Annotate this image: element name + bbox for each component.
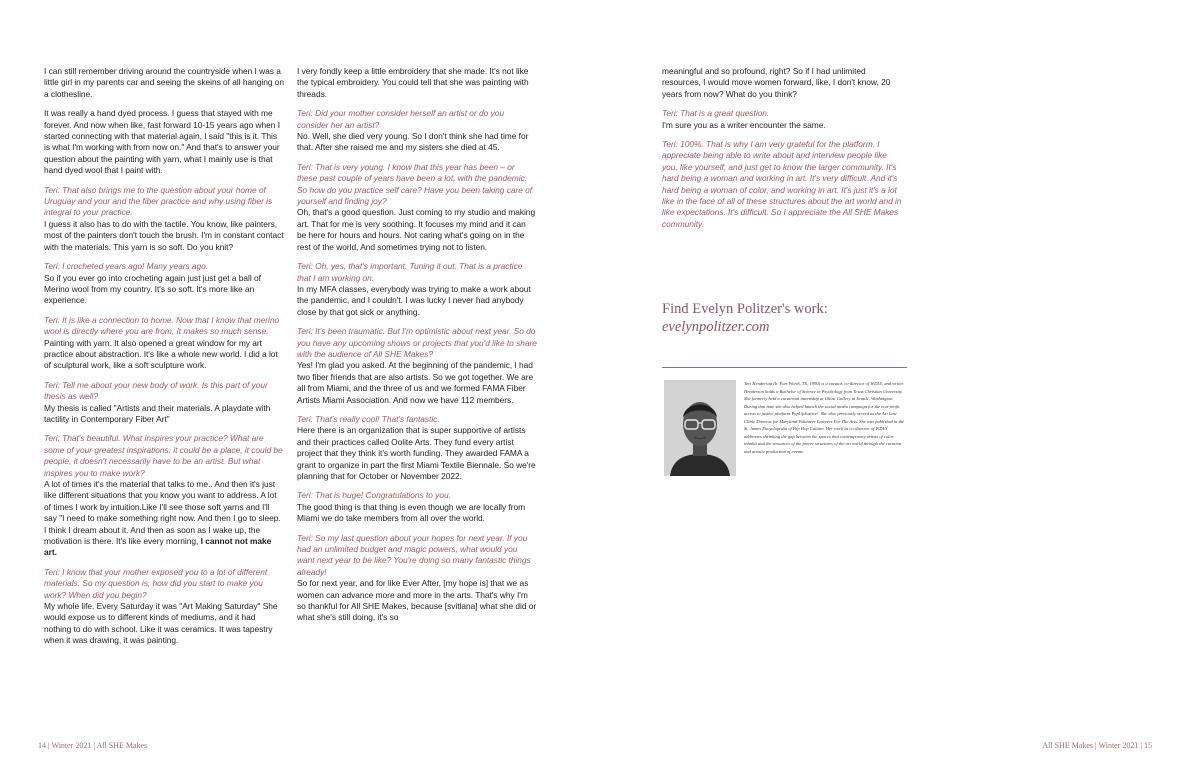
interview-question bbox=[662, 108, 902, 119]
paragraph-text: Teri: That is very young. I know that this year has been – or these past couple of years have been a lot, with the pandemic. So how do you practice self care? Have you been taking care of yourself and finding joy? bbox=[297, 161, 533, 207]
find-heading: Find Evelyn Politzer's work: bbox=[662, 301, 828, 317]
interview-question bbox=[44, 185, 284, 219]
paragraph-text: Teri: I know that your mother exposed you to a lot of different materials. So my question is, how did you start to make you work? When did you begin? bbox=[44, 566, 268, 600]
page-folio-left: 14 | Winter 2021 | All SHE Makes bbox=[38, 741, 148, 750]
interview-answer bbox=[44, 273, 284, 307]
interview-answer bbox=[297, 360, 537, 406]
paragraph-text: Painting with yarn. It also opened a great window for my art practice about abstraction. It's like a whole new world. I did a lot of sculptural work, like a soft sculpture work. bbox=[44, 337, 278, 371]
interview-question bbox=[44, 433, 284, 479]
paragraph-text: I guess it also has to do with the tactile. You know, like painters, most of the painters don't touch the brush. I'm in constant contact with the materials. This yarn is so soft. Do you knit? bbox=[44, 218, 284, 252]
interview-question bbox=[44, 261, 284, 272]
paragraph-text: My thesis is called "Artists and their materials. A playdate with tactility in Contemporary Fiber Art" bbox=[44, 402, 271, 424]
author-portrait bbox=[664, 380, 736, 476]
bio-divider bbox=[662, 367, 907, 368]
interview-answer bbox=[44, 479, 284, 559]
paragraph-text: Teri: So my last question about your hopes for next year. If you had an unlimited budget and magic powers, what would you want next year to be like? You're doing so many fantastic things already! bbox=[297, 532, 531, 577]
paragraph-text: meaningful and so profound, right? So if I had unlimited resources, I would move women forward, like, I don't know, 20 years from now? What do you think? bbox=[662, 66, 891, 99]
paragraph-text: Teri: It is like a connection to home. Now that I know that merino wool is directly where you are from. It makes so much sense. bbox=[44, 314, 280, 337]
interview-question bbox=[662, 139, 902, 230]
interview-answer bbox=[662, 120, 902, 131]
paragraph-text: The good thing is that thing is even though we are locally from Miami we do take members from all over the world. bbox=[297, 501, 526, 524]
interview-answer bbox=[44, 219, 284, 253]
artist-website-link[interactable]: evelynpolitzer.com bbox=[662, 319, 770, 335]
interview-question bbox=[44, 315, 284, 338]
paragraph-text: Teri: Tell me about your new body of work. Is this part of your thesis as well? bbox=[44, 379, 268, 402]
right-page bbox=[600, 0, 1200, 776]
article-column-3 bbox=[662, 66, 902, 230]
paragraph-text: Teri: That's beautiful. What inspires your practice? What are some of your greatest inspirations, it could be a place, it could be people, it doesn't necessarily have to be an artist. But what inspires you to make work? bbox=[44, 433, 283, 478]
interview-question bbox=[44, 380, 284, 403]
interview-answer bbox=[44, 66, 284, 100]
paragraph-text: I very fondly keep a little embroidery that she made. It's not like the typical embroidery. You could tell that she was painting with threads. bbox=[297, 66, 529, 99]
paragraph-text: Teri: Did your mother consider herself an artist or do you consider her an artist? bbox=[297, 108, 504, 130]
interview-answer bbox=[297, 578, 537, 624]
paragraph-text: So for next year, and for like Ever After, [my hope is] that we as women can advance more and more in the arts. That's why I'm so thankful for All SHE Makes, because [svitlana] what she did or what she's still doing, it's so bbox=[297, 578, 537, 623]
interview-question bbox=[297, 261, 537, 284]
paragraph-text: Teri: That also brings me to the question about your home of Uruguay and your and the fiber practice and why using fiber is integral to your practice. bbox=[44, 184, 273, 218]
paragraph-text: Yes! I'm glad you asked. At the beginning of the pandemic, I had two fiber friends that are also artists. So we got together. We are all from Miami, and the three of us and we formed FAMA Fiber Artists Miami Association. And now we have 112 members. bbox=[297, 360, 534, 405]
interview-question bbox=[297, 533, 537, 579]
paragraph-text: It was really a hand dyed process. I guess that stayed with me forever. And now when like, fast forward 10-15 years ago when I started connecting with that material again, I said "this is it. This is what I'm working with from now on." And that's to answer your question about the painting with yarn, what I mainly use is that hand dyed wool that I paint with. bbox=[44, 108, 280, 176]
interview-question bbox=[297, 414, 537, 425]
article-column-2 bbox=[297, 66, 537, 632]
emphasis-text: I cannot not make art. bbox=[44, 536, 272, 558]
interview-answer bbox=[297, 502, 537, 525]
interview-question bbox=[297, 108, 537, 131]
interview-question bbox=[297, 162, 537, 208]
paragraph-text: Teri: That is a great question. bbox=[662, 108, 770, 119]
interview-answer bbox=[662, 66, 902, 100]
paragraph-text: Teri: That's really cool! That's fantastic. bbox=[297, 413, 440, 424]
artist-link-block bbox=[662, 300, 962, 336]
paragraph-text: Teri: 100%. That is why I am very grateful for the platform. I appreciate being able to write about and interview people like you, like yourself, and just get to know the larger community. It's hard being a woman and working in art. It's very difficult. And it's hard being a woman of color, and working in art. It's just it's a lot like in the face of all of these structures about the art world and in like expectations. It's difficult. So I appreciate the All SHE Makes community. bbox=[662, 139, 902, 229]
interview-question bbox=[297, 326, 537, 360]
article-column-1 bbox=[44, 66, 284, 655]
paragraph-text: No. Well, she died very young. So I don't think she had time for that. After she raised me and my sisters she died at 45. bbox=[297, 131, 529, 153]
interview-answer bbox=[44, 338, 284, 372]
paragraph-text: Teri: I crocheted years ago! Many years ago. bbox=[44, 261, 209, 272]
interview-answer bbox=[44, 601, 284, 647]
interview-answer bbox=[297, 425, 537, 482]
paragraph-text: So if you ever go into crocheting again just just get a ball of Merino wool from my country. It's so soft. It's more like an experience. bbox=[44, 272, 261, 306]
interview-answer bbox=[297, 131, 537, 154]
page-folio-right: All SHE Makes | Winter 2021 | 15 bbox=[1042, 741, 1152, 750]
paragraph-text: Here there is an organization that is super supportive of artists and their practices called Oolite Arts. They fund every artist project that they think it's worth funding. They awarded FAMA a grant to organize in part the first Miami Textile Biennale. So we're planning that for October or November 2022. bbox=[297, 425, 536, 481]
interview-question bbox=[44, 567, 284, 601]
paragraph-text: I'm sure you as a writer encounter the same. bbox=[662, 119, 826, 130]
paragraph-text: In my MFA classes, everybody was trying to make a work about the pandemic, and I couldn't. I was lucky I never had anybody close by that got sick or anything. bbox=[297, 283, 531, 317]
interview-answer bbox=[297, 207, 537, 253]
interview-answer bbox=[297, 284, 537, 318]
paragraph-text: I can still remember driving around the countryside when I was a little girl in my parents car and seeing the skeins of all hanging on a clothesline. bbox=[44, 66, 285, 99]
interview-answer bbox=[44, 108, 284, 176]
paragraph-text: Oh, that's a good question. Just coming to my studio and making art. That for me is very soothing. It focuses my mind and it can be here for hours and hours. Not caring what's going on in the rest of the world, And sometimes trying not to listen. bbox=[297, 207, 536, 252]
author-bio: Teri Henderson (b. Fort Worth, TX, 1990) is a curator, co-director of WDLY, and writer. Henderson holds a Bachelor of Science in Psychology from Texas Christian University. She formerly held a curatorial internship at Ghost Gallery in Seattle, Washington. During that time she also helped launch the social media campaign for the non-profit access to justice platform PopUpJustice!. She also previously served as the Art Law Clinic Director for Maryland Volunteer Lawyers For The Arts. She was published in the St. James Encyclopedia of Hip Hop Culture. Her work as co-director of WDLY addresses shrinking the gap between the spaces that contemporary artists of color inhabit and the resources of the power structures of the art world through the curation and artistic production of events. bbox=[744, 381, 905, 454]
interview-answer bbox=[44, 403, 284, 426]
interview-answer bbox=[297, 66, 537, 100]
paragraph-text: My whole life. Every Saturday it was "Art Making Saturday" She would expose us to different kinds of mediums, and it had nothing to do with school. Like it was ceramics. It was tapestry when it was drawing, it was painting. bbox=[44, 601, 278, 646]
interview-question bbox=[297, 490, 537, 501]
paragraph-text: Teri: It's been traumatic. But I'm optimistic about next year. So do you have any upcoming shows or projects that you'd like to share with the audience of All SHE Makes? bbox=[297, 326, 537, 359]
paragraph-text: A lot of times it's the material that talks to me.. And then it's just like different situations that you know you want to address. A lot of times I work by intuition.Like I'll see those soft yarns and I'll say "I need to make something right now. And then I go to sleep. I think I dream about it. And then as soon as I wake up, the motivation is there. It's like every morning, bbox=[44, 479, 281, 547]
paragraph-text: Teri: That is huge! Congratulations to you. bbox=[297, 490, 451, 501]
paragraph-text: Teri: Oh, yes, that's important. Tuning it out. That is a practice that I am working on. bbox=[297, 261, 523, 283]
